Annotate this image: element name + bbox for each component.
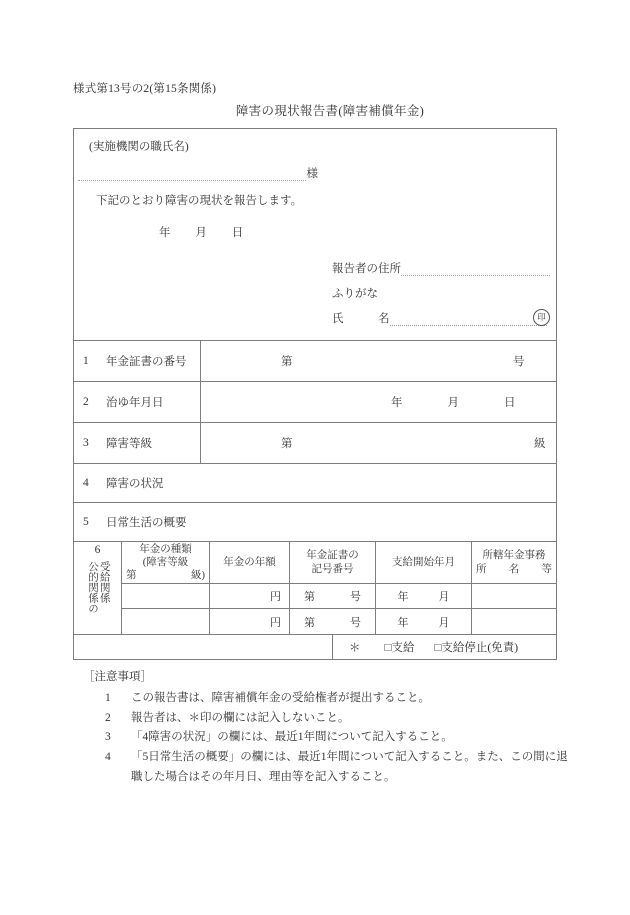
row4-label: 障害の状況 — [106, 478, 164, 490]
notes-section — [83, 668, 583, 788]
report-date-field[interactable] — [159, 224, 243, 240]
col5-line1: 所轄年金事務 — [482, 550, 546, 562]
official-use-spacer — [74, 635, 332, 659]
row2-year-label: 年 — [391, 397, 403, 409]
note-item — [105, 709, 583, 729]
row-daily-life-summary[interactable] — [74, 503, 556, 542]
row2-label: 治ゆ年月日 — [106, 397, 164, 409]
section6-header-row — [122, 542, 556, 584]
note-number: 4 — [105, 751, 111, 764]
checkbox-payment-suspension[interactable]: □支給停止(免責) — [434, 642, 519, 654]
notes-title: ［注意事項］ — [83, 671, 152, 683]
checkbox-payment[interactable]: □支給 — [384, 642, 415, 654]
note-text-group — [131, 748, 583, 788]
section-public-pension-receipt — [74, 542, 556, 659]
section6-body — [122, 542, 556, 634]
note-item — [105, 748, 583, 788]
start-month-label: 月 — [438, 616, 450, 629]
row3-label-cell — [74, 423, 201, 463]
document-title: 障害の現状報告書(障害補償年金) — [235, 104, 425, 118]
amount-unit-label: 円 — [270, 616, 281, 629]
section6-side-cell — [74, 542, 122, 634]
cell-pension-type[interactable] — [122, 584, 210, 608]
col-payment-start-header — [376, 542, 472, 583]
note-text: 報告者は、＊印の欄には記入しないこと。 — [131, 711, 350, 724]
reporter-address-dotted-line — [401, 263, 550, 276]
row1-value-cell[interactable] — [201, 341, 556, 381]
section6-number: 6 — [94, 544, 101, 556]
addressee-suffix: 様 — [306, 168, 318, 180]
col-annual-amount-header — [210, 542, 290, 583]
col1-line2: (障害等級 — [142, 556, 189, 568]
reporter-name-label: 氏 名 — [332, 313, 390, 325]
row3-value-prefix: 第 — [281, 438, 293, 450]
row-disability-grade — [74, 423, 556, 464]
table-row[interactable] — [122, 609, 556, 634]
col-pension-office-header — [472, 542, 556, 583]
start-year-label: 年 — [397, 591, 409, 603]
amount-unit-label: 円 — [270, 591, 281, 603]
row2-label-cell — [74, 382, 201, 422]
note-text-continued: 職した場合はその年月日、理由等を記入すること。 — [131, 770, 396, 783]
row1-number: 1 — [83, 355, 89, 367]
cell-certificate-symbol[interactable] — [290, 584, 376, 608]
row3-number: 3 — [83, 437, 89, 449]
cert-suffix-label: 号 — [350, 591, 361, 603]
col5-line2-mid: 名 — [508, 563, 520, 575]
row3-value-cell[interactable] — [201, 423, 556, 463]
start-month-label: 月 — [438, 591, 450, 603]
reporter-furigana-label: ふりがな — [332, 288, 378, 300]
note-text: 「5日常生活の概要」の欄には、最近1年間について記入すること。また、この間に退 — [131, 751, 568, 764]
row2-value-cell[interactable] — [201, 382, 556, 422]
cell-pension-office[interactable] — [472, 584, 556, 608]
reporter-address-row[interactable] — [332, 251, 550, 276]
reporter-name-row[interactable] — [332, 301, 550, 326]
cert-prefix-label: 第 — [304, 591, 315, 603]
row1-value-prefix: 第 — [281, 356, 293, 368]
col1-line1: 年金の種類 — [139, 543, 192, 555]
col1-line3-right: 級) — [191, 570, 205, 582]
cell-annual-amount[interactable] — [210, 584, 290, 608]
start-year-label: 年 — [397, 616, 409, 629]
section6-vertical-label-left: 公的関係の — [87, 561, 98, 614]
official-use-box — [332, 635, 556, 659]
cell-pension-type[interactable] — [122, 609, 210, 634]
official-use-row — [74, 634, 556, 659]
note-text: この報告書は、障害補償年金の受給権者が提出すること。 — [131, 691, 430, 704]
date-month-label: 月 — [195, 227, 207, 239]
date-day-label: 日 — [231, 227, 244, 239]
col3-line2: 記号番号 — [311, 563, 354, 575]
asterisk-mark: ＊ — [349, 642, 361, 654]
cell-pension-office[interactable] — [472, 609, 556, 634]
addressee-field[interactable] — [78, 165, 318, 181]
row5-label: 日常生活の概要 — [106, 517, 187, 529]
note-number: 3 — [105, 731, 111, 744]
row2-number: 2 — [83, 396, 89, 408]
cell-payment-start[interactable] — [376, 584, 472, 608]
col-certificate-symbol-header — [290, 542, 376, 583]
row2-month-label: 月 — [447, 397, 459, 409]
col5-line2-right: 等 — [541, 563, 552, 575]
report-statement: 下記のとおり障害の現状を報告します。 — [96, 195, 303, 207]
col1-line3-left: 第 — [126, 570, 137, 582]
note-number: 1 — [105, 691, 111, 704]
seal-icon: 印 — [533, 309, 550, 326]
cell-payment-start[interactable] — [376, 609, 472, 634]
cell-certificate-symbol[interactable] — [290, 609, 376, 634]
cell-annual-amount[interactable] — [210, 609, 290, 634]
date-year-label: 年 — [159, 227, 171, 239]
intro-block — [74, 129, 556, 341]
col4-line1: 支給開始年月 — [392, 556, 455, 568]
row1-value-suffix: 号 — [513, 356, 525, 368]
col-pension-type-header — [122, 542, 210, 583]
cert-prefix-label: 第 — [304, 616, 315, 629]
form-sheet — [73, 128, 557, 660]
row4-number: 4 — [83, 477, 89, 489]
row2-day-label: 日 — [504, 397, 516, 409]
reporter-address-label: 報告者の住所 — [332, 263, 401, 275]
note-item — [105, 689, 583, 709]
note-number: 2 — [105, 711, 111, 724]
row3-value-suffix: 級 — [534, 438, 546, 450]
row1-label: 年金証書の番号 — [106, 356, 187, 368]
col5-line2-left: 所 — [476, 563, 487, 575]
addressee-dotted-line — [78, 168, 306, 181]
col3-line1: 年金証書の — [306, 550, 359, 562]
section6-vertical-label-right: 受給関係 — [98, 561, 110, 603]
agency-name-label: (実施機関の職氏名) — [89, 141, 189, 153]
row-disability-condition[interactable] — [74, 464, 556, 503]
note-item — [105, 728, 583, 748]
form-code: 様式第13号の2(第15条関係) — [73, 83, 217, 95]
row-pension-certificate-number — [74, 341, 556, 382]
row3-label: 障害等級 — [106, 438, 152, 450]
reporter-block — [332, 251, 550, 326]
reporter-name-dotted-line — [390, 313, 548, 326]
reporter-furigana-row[interactable] — [332, 276, 550, 301]
cert-suffix-label: 号 — [350, 616, 361, 629]
row5-number: 5 — [83, 516, 89, 528]
row-healing-date — [74, 382, 556, 423]
table-row[interactable] — [122, 584, 556, 609]
row1-label-cell — [74, 341, 201, 381]
note-text: 「4障害の状況」の欄には、最近1年間について記入すること。 — [131, 731, 453, 744]
col2-line1: 年金の年額 — [223, 556, 276, 568]
